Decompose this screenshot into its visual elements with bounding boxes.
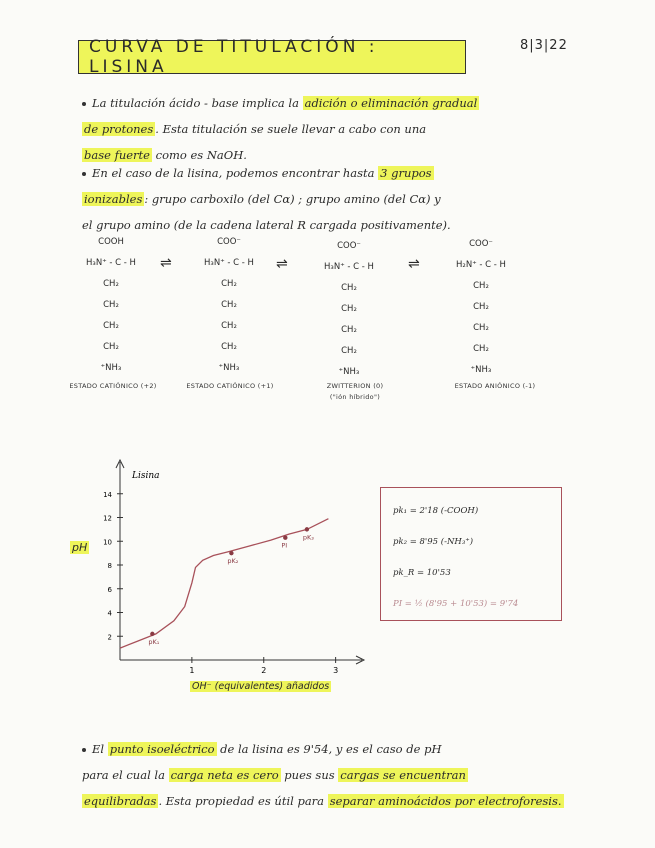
structure-4-name: ESTADO ANIÓNICO (-1) <box>454 382 536 390</box>
x-tick-label: 2 <box>261 666 267 675</box>
titration-chart <box>80 455 370 680</box>
point-label: pK₃ <box>302 533 314 542</box>
structure-1: COOH H₃N⁺ - C - H CH₂ CH₂ CH₂ CH₂ ⁺NH₃ <box>86 237 136 373</box>
bullet-1: La titulación ácido - base implica la adición o eliminación gradual de protones . Esta titulación se suele llevar a cabo con una base fuerte como es NaOH. <box>84 96 478 162</box>
equilibrium-arrow-1: ⇌ <box>160 255 172 271</box>
structure-2: COO⁻ H₃N⁺ - C - H CH₂ CH₂ CH₂ CH₂ ⁺NH₃ <box>204 237 254 373</box>
chart-title: Lisina <box>132 471 160 481</box>
bullet-2: En el caso de la lisina, podemos encontrar hasta 3 grupos ionizables : grupo carboxilo (del Cα) ; grupo amino (del Cα) y el grupo amino (de la cadena lateral R cargada positivamente). <box>82 166 451 232</box>
structure-2-name: ESTADO CATIÓNICO (+1) <box>186 382 274 390</box>
y-tick-label: 4 <box>107 609 112 618</box>
bullet-3: El punto isoeléctrico de la lisina es 9'54, y es el caso de pH para el cual la carga neta es cero pues sus cargas se encuentran equilibradas . Esta propiedad es útil para separar aminoácidos por electroforesis. <box>82 742 562 808</box>
y-tick-label: 2 <box>107 633 112 642</box>
y-tick-label: 10 <box>103 538 112 547</box>
pkr-value: pk_R = 10'53 <box>393 568 451 578</box>
y-tick-label: 14 <box>103 490 112 499</box>
x-tick-label: 1 <box>189 666 195 675</box>
structure-3: COO⁻ H₃N⁺ - C - H CH₂ CH₂ CH₂ CH₂ ⁺NH₃ <box>324 241 374 377</box>
point-PI <box>283 535 287 539</box>
y-axis-label: pH <box>72 541 88 554</box>
pk2-value: pk₂ = 8'95 (-NH₃⁺) <box>393 537 474 547</box>
point-label: PI <box>281 541 288 550</box>
point-pK₂ <box>229 551 233 555</box>
bullet-dot <box>82 748 86 752</box>
pk-values-box <box>380 487 562 621</box>
structure-3-subname: ("ión híbrido") <box>329 393 381 401</box>
y-tick-label: 12 <box>103 514 112 523</box>
x-tick-label: 3 <box>333 666 339 675</box>
equilibrium-arrow-3: ⇌ <box>408 256 420 272</box>
page-title: CURVA DE TITULACIÓN : LISINA <box>78 40 466 74</box>
structure-4: COO⁻ H₂N⁺ - C - H CH₂ CH₂ CH₂ CH₂ ⁺NH₃ <box>456 239 506 375</box>
date: 8|3|22 <box>520 38 568 53</box>
structure-3-name: ZWITTERION (0) <box>326 382 384 390</box>
point-pK₁ <box>150 632 154 636</box>
pi-value: PI = ½ (8'95 + 10'53) = 9'74 <box>393 599 519 609</box>
x-axis-label: OH⁻ (equivalentes) añadidos <box>192 681 330 692</box>
point-label: pK₂ <box>227 557 239 566</box>
y-tick-label: 6 <box>107 585 112 594</box>
structure-1-name: ESTADO CATIÓNICO (+2) <box>69 382 157 390</box>
pk1-value: pk₁ = 2'18 (-COOH) <box>393 506 479 516</box>
equilibrium-arrow-2: ⇌ <box>276 256 288 272</box>
titration-curve <box>120 519 328 648</box>
bullet-dot <box>82 102 86 106</box>
point-label: pK₁ <box>148 637 160 646</box>
bullet-dot <box>82 172 86 176</box>
y-tick-label: 8 <box>107 562 112 570</box>
point-pK₃ <box>305 527 309 531</box>
